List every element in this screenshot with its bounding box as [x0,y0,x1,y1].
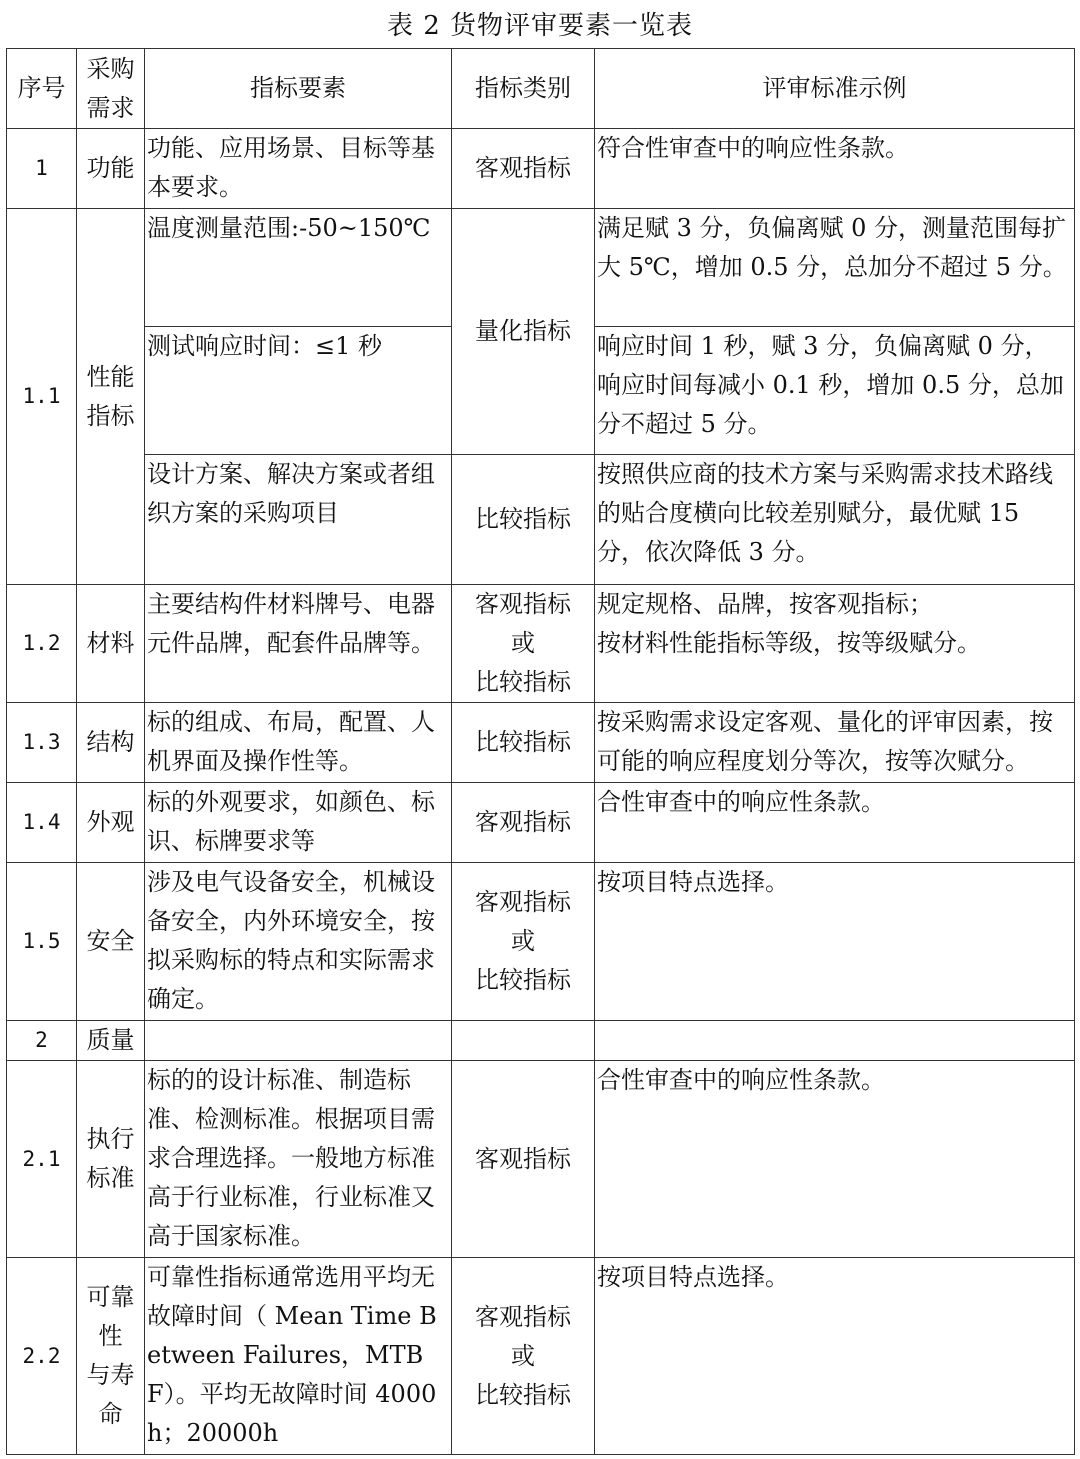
row-requirement: 可靠 性 与寿 命 [77,1258,145,1455]
row-element: 可靠性指标通常选用平均无故障时间（ Mean Time Between Failures，MTBF）。平均无故障时间 4000h；20000h [145,1258,452,1455]
row-standard [595,1021,1075,1061]
row-type: 客观指标 [452,783,595,863]
table-row [7,209,1075,327]
table-row [7,1258,1075,1455]
row-standard: 规定规格、品牌，按客观指标； 按材料性能指标等级，按等级赋分。 [595,585,1075,703]
table-title: 表 2 货物评审要素一览表 [386,11,694,41]
row-standard: 满足赋 3 分，负偏离赋 0 分，测量范围每扩大 5℃，增加 0.5 分，总加分不超过 5 分。 [595,209,1075,327]
evaluation-table [6,48,1075,1455]
row-requirement: 质量 [77,1021,145,1061]
row-requirement: 功能 [77,129,145,209]
row-requirement: 材料 [77,585,145,703]
row-type: 比较指标 [452,455,595,585]
table-row [7,1021,1075,1061]
row-type: 客观指标 或 比较指标 [452,585,595,703]
header-no: 序号 [7,49,77,129]
row-element: 主要结构件材料牌号、电器元件品牌，配套件品牌等。 [145,585,452,703]
table-row [7,1061,1075,1258]
row-no: 2.2 [7,1258,77,1455]
row-no: 1.1 [7,209,77,585]
row-no: 1.5 [7,863,77,1021]
row-standard: 合性审查中的响应性条款。 [595,1061,1075,1258]
row-no: 1.4 [7,783,77,863]
row-element: 功能、应用场景、目标等基本要求。 [145,129,452,209]
table-row [7,455,1075,585]
row-element: 标的组成、布局，配置、人机界面及操作性等。 [145,703,452,783]
header-type: 指标类别 [452,49,595,129]
row-type [452,1021,595,1061]
row-standard: 按照供应商的技术方案与采购需求技术路线的贴合度横向比较差别赋分，最优赋 15 分，依次降低 3 分。 [595,455,1075,585]
row-no: 1 [7,129,77,209]
row-requirement: 结构 [77,703,145,783]
row-no: 1.2 [7,585,77,703]
table-row [7,863,1075,1021]
table-row [7,703,1075,783]
row-element: 涉及电气设备安全，机械设备安全，内外环境安全，按拟采购标的特点和实际需求确定。 [145,863,452,1021]
header-requirement: 采购 需求 [77,49,145,129]
row-no: 2 [7,1021,77,1061]
row-requirement: 外观 [77,783,145,863]
row-standard: 响应时间 1 秒，赋 3 分，负偏离赋 0 分，响应时间每减小 0.1 秒，增加 0.5 分，总加分不超过 5 分。 [595,327,1075,455]
row-requirement: 安全 [77,863,145,1021]
row-standard: 符合性审查中的响应性条款。 [595,129,1075,209]
row-element: 测试响应时间：≤1 秒 [145,327,452,455]
row-type: 客观指标 或 比较指标 [452,1258,595,1455]
row-type: 客观指标 或 比较指标 [452,863,595,1021]
row-type: 量化指标 [452,209,595,455]
row-element: 设计方案、解决方案或者组织方案的采购项目 [145,455,452,585]
row-requirement: 性能 指标 [77,209,145,585]
row-standard: 按项目特点选择。 [595,1258,1075,1455]
table-row [7,783,1075,863]
row-no: 2.1 [7,1061,77,1258]
table-row [7,129,1075,209]
header-row [7,49,1075,129]
row-element: 温度测量范围:-50~150℃ [145,209,452,327]
header-standard: 评审标准示例 [595,49,1075,129]
table-row [7,585,1075,703]
row-no: 1.3 [7,703,77,783]
row-type: 比较指标 [452,703,595,783]
row-standard: 合性审查中的响应性条款。 [595,783,1075,863]
row-element: 标的外观要求，如颜色、标识、标牌要求等 [145,783,452,863]
row-element: 标的的设计标准、制造标准、检测标准。根据项目需求合理选择。一般地方标准高于行业标准，行业标准又高于国家标准。 [145,1061,452,1258]
row-requirement: 执行 标准 [77,1061,145,1258]
row-type: 客观指标 [452,1061,595,1258]
header-element: 指标要素 [145,49,452,129]
row-standard: 按项目特点选择。 [595,863,1075,1021]
row-element [145,1021,452,1061]
row-type: 客观指标 [452,129,595,209]
row-standard: 按采购需求设定客观、量化的评审因素，按可能的响应程度划分等次，按等次赋分。 [595,703,1075,783]
